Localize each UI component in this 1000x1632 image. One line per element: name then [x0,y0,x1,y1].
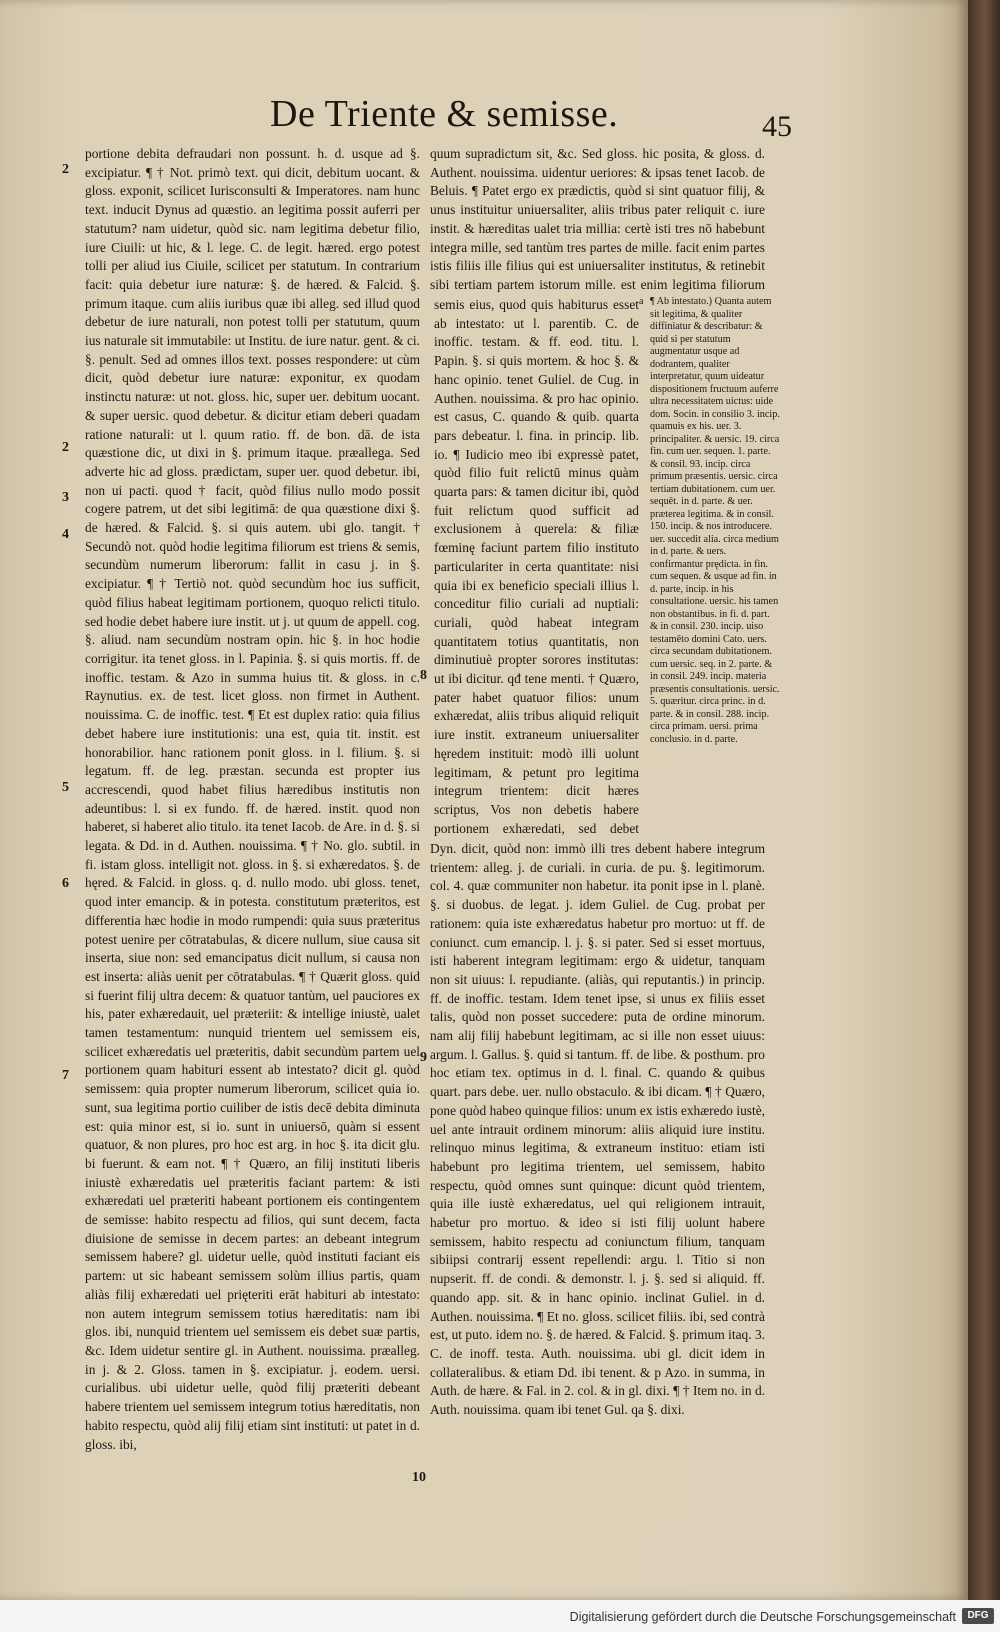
margin-number: 8 [420,668,427,683]
digitization-credit: Digitalisierung gefördert durch die Deutsche Forschungsgemeinschaft [569,1610,956,1624]
left-column [85,145,420,1495]
margin-number: 9 [420,1050,427,1065]
margin-number: 2 [62,162,69,177]
right-column-top-text: quum supradictum sit, &c. Sed gloss. hic posita, & gloss. d. Authent. nouissima. uidentur ueriores: & ipsas tenet Iacob. de Beluis. ¶ Patet ergo ex prædictis, quòd si sint quatuor filij, & unus instituitur uniuersaliter, aliis tribus pater reliquit c. iure instit. & hæreditas ualet tria millia: certè isti tres nō habebunt integra mille, sed tantùm tres partes de mille. facit enim partes istis filiis ille filius qui est uniuersaliter institutus, & retinebit sibi tertiam partem istorum mille. est enim legitima filiorum [430,146,765,292]
right-column-bottom-text: Dyn. dicit, quòd non: immò illi tres debent habere integrum trientem: alleg. j. de curiali. in curia. de pu. §. legitimorum. col. 4. quæ communiter non habetur. ita ponit ipse in l. planè. §. si duobus. de legat. j. idem Guliel. de Cug. probat per rationem: quia iste exhæredatus habetur pro mortuo: ut ff. de coniunct. cum emancip. l. j. §. si pater. Sed si esset mortuus, isti haberent integram legitimam: ergo & uidetur, tanquam non sit uiuus: l. repudiante. (aliàs, qui reputantis.) in princip. ff. de inoffic. testam. Idem tenet ipse, si unus ex filiis esset talis, quòd non posset succedere: puta de ordine minorum. nam alij filij habebunt legitimam, ac si ille non esset uiuus: argum. l. Gallus. §. quid si tantum. ff. de libe. & posthum. pro hoc etiam tex. optimus in d. l. final. C. quando & quibus quart. pars debe. uer. nullo obstaculo. & ibi dicam. ¶ † Quæro, pone quòd habeo quinque filios: unum ex istis exhæredo iustè, uel ante intrauit ordinem minorum: aliis aliquid iure institu. relinquo minus legitima, & extraneum instituo: etiam isti habebunt pro legitima trientem, uel semissem, habito respectu, quòd omnes sunt quinque: dicunt quòd trientem, quia ille iustè exhæredatus, uel qui religionem intrauit, habetur pro mortuo. & ideo si isti filij uolunt habere semissem, habito respectu ad coniunctum filium, tanquam sibiipsi contrarij essent repellendi: argu. l. Titio si non nupserit. ff. de condi. & demonstr. l. j. §. sed si aliquid. ff. quando app. sit. & in hanc opinio. inclinat Guliel. in d. Authen. nouissima. ¶ Et no. gloss. scilicet filiis. ibi, sed contrà est, ut puto. idem no. §. de hæred. & Falcid. §. primum itaq. 3. C. de inoff. testa. Auth. nouissima. ubi gl. dicit idem in collateralibus. & etiam Dd. ibi tenent. & p Azo. in summa, in Auth. de hære. & Fal. in 2. col. & in gl. dixi. ¶ † Item no. in d. Auth. nouissima. quam ibi tenet Gul. qa §. dixi. [430,841,765,1418]
running-title: De Triente & semisse. [270,93,619,135]
margin-number: 7 [62,1068,69,1083]
margin-number: 10 [412,1470,426,1485]
left-column-text: portione debita defraudari non possunt. h. d. usque ad §. excipiatur. ¶ † Not. primò text. qui dicit, debitum uocant. & gloss. exponit, scilicet Iurisconsulti & Imperatores. nam hunc text. inducit Dynus ad quæstio. an legitima possit auferri per statutum? nam uidetur, quòd sic. nam legitima debetur filio, iure Ciuili: ut hic, & l. lege. C. de legit. hæred. ergo potest tolli per aliud ius Ciuile, scilicet per statutum. In contrarium facit: quia debetur iure naturæ: §. de hæred. & Falcid. §. primum itaque. cum aliis iuribus quæ ibi alleg. sed illud quod debetur de iure naturali, non potest tolli per statutum, quum ius naturale sit immutabile: ut Institu. de iure natur. gent. & ci. §. penult. Sed ad omnes illos text. posses respondere: ut cùm dicit, quòd debetur iure naturæ: exponitur, ex quodam instinctu naturæ: ut not. gloss. hic, super uer. debitum uocant. & super uersic. quod debetur. & dicitur etiam deberi quadam ratione naturali: ut l. quum ratio. ff. de bon. dā. de ista quæstione dic, ut dixi in §. primum itaque. præallega. Sed adverte hic ad gloss. prædictam, super uer. quod debetur. ibi, non ui pacti. quod † facit, quòd filius nullo modo possit cogere patrem, ut det sibi legitimā: de qua quæstione dixi §. de hæred. & Falcid. §. si quis autem. ubi glo. tangit. † Secundò not. quòd hodie legitima filiorum est triens & semis, secundùm numerum liberorum: fallit in casu j. in §. excipiatur. ¶ † Tertiò not. quòd secundùm hoc ius sufficit, quòd filius habeat legitimam portionem, quoquo relicti titulo. sed hodie debet habere iure instit. ut j. ut quum de appell. cog. §. aliud. nam secundùm nostram opin. hic §. in hoc hodie corrigitur. ita tenet gloss. in l. Papinia. §. si quis mortis. ff. de inoffic. testam. & Azo in summa huius tit. & gloss. in c. Raynutius. ex. de test. licet gloss. non firmet in Authent. nouissima. C. de inoffic. test. ¶ Et est duplex ratio: quia filius debet habere iure institutionis: una est, quia tit. instit. est honorabilior. hanc rationem ponit gloss. in l. filium. §. si legatum. ff. de leg. præstan. secunda est propter ius accrescendi, quod habet filius hæredibus institutis non adeuntibus: l. si ex fundo. ff. de hæred. instit. quod non haberet, si haberet alio titulo. ita tenet Iacob. de Are. in d. §. si legata. & Dd. in d. Authen. nouissima. ¶ † No. glo. subtil. in fi. istam gloss. intelligit not. gloss. in §. si exhæredatos. §. de hęred. & Falcid. in gloss. q. d. nullo modo. ubi gloss. tenet, quod inter emancip. & in potesta. constitutum præteritos, est differentia hæc hodie in modo rumpendi: quia suus præteritus potest uenire per cōtratabulas, & dicere nullum, siue causa sit inserta, siue non: sed emancipatus dicit nullum, si causa non est inserta: aliàs uenit per cōtratabulas. ¶ † Quærit gloss. quid si fuerint filij ultra decem: & quatuor tantùm, uel pauciores ex his, pater exhæredauit, uel præteriit: & intellige iniustè, ualet tamen testamentum: nunquid trientem uel semissem eis, scilicet exhæredatis uel præteritis, dabit secundùm partem uel portionem quam habituri essent ab intestato? dicit gl. quòd semissem: quia propter numerum liberorum, scilicet quia io. sunt, sua legitima portio cuiliber de istis decē debita diminuta est: quia minor est, si io. sunt in uniuersō, quàm si essent quatuor, & non plures, pro hoc est arg. in hoc §. ita dicit glu. bi fuerunt. & eam not. ¶ † Quæro, an filij instituti liberis iniustè exhæredatis uel præteritis faciant partem: & isti exhæredati uel præteriti habeant portionem eis contingentem de semisse: habito respectu ad filios, qui sunt decem, facta diuisione de semisse in decem partes: an debeant integrum semissem habere? gl. uidetur uelle, quòd instituti faciant eis partem: ut sic habeant semissem solùm illius partis, quam aliàs filij exhæredati uel prięteriti erāt habituri ab intestato: non autem integrum semissem totius hæreditatis: nam ibi glos. ibi, nunquid trientem uel semissem eis debet suæ partis, &c. Idem uidetur sentire gl. in Authent. nouissima. præalleg. in j. & 2. Gloss. tamen in §. excipiatur. j. eodem. uersi. curialibus. ubi uidetur uelle, quòd filij præteriti debeant habere trientem uel semissem integrum totius hæreditatis, non habito respectu, quòd alij filij etiam sint instituti: ut patet in d. gloss. ibi, [85,146,420,1452]
right-column-middle-text: semis eius, quod quis habiturus esset ab intestato: ut l. parentib. C. de inoffic. testam. & ff. eod. titu. l. Papin. §. si quis mortem. & hoc §. & hanc opinio. tenet Guliel. de Cug. in Authen. nouissima. & pro hac opinio. est casus, C. quando & quib. quarta pars debeatur. l. fina. in princip. lib. io. ¶ Iudicio meo ibi expressè patet, quòd filio fuit relictū minus quàm quarta pars: & tamen dicitur ibi, quòd fuit relictum quod sufficit ad exclusionem à querela: & filiæ fœminę faciunt partem filio instituto particulariter in certa quantitate: nisi quia ibi ex beneficio speciali illius l. conceditur filio curiali ad nuptiali: curiali, quòd habeat integram quantitatem totius quantitatis, non diminutiuè propter sorores institutas: ut ibi dicitur. qđ tene menti. † Quæro, pater habet quatuor filios: unum exhæredat, aliis tribus aliquid reliquit iure instit. extraneum uniuersaliter hęredem instituit: modò illi uolunt legitimam, & petunt pro legitima integrum trientem: dicit hæres scriptus, Vos non debetis habere portionem exhæredati, sed debet [434,297,639,836]
margin-number: 2 [62,440,69,455]
margin-number: 6 [62,876,69,891]
right-column-bottom [430,840,765,1492]
margin-number: 4 [62,527,69,542]
margin-number: 3 [62,490,69,505]
dfg-logo-icon: DFG [962,1608,994,1624]
margin-number: 5 [62,780,69,795]
marginal-gloss: ¶ Ab intestato.) Quanta autem sit legitima, & qualiter diffiniatur & describatur: & quid si per statutum augmentatur usque ad dodrantem, qualiter interpretatur, quum uideatur dispositionem fructuum auferre ultra necessitatem uictus: uide dom. Socin. in consilio 3. incip. quamuis ex his. uer. 3. principaliter. & uersic. 19. circa fin. cum uer. sequen. 1. parte. & consil. 93. incip. circa primum præsentis. uersic. circa tertiam dubitationem. cum uer. sequēt. in d. parte. & uer. præterea legitima. & in consil. 150. incip. & nos introducere. uer. succedit alia. circa medium in d. parte. & uers. confirmantur prędicta. in fin. cum sequen. & usque ad fin. in d. parte, incip. in his consultatione. uersic. his tamen non obstantibus. in fi. d. part. & in consil. 230. incip. uiso testamēto domini Cato. uers. circa secundam dubitationem. cum uersic. seq. in 2. parte. & in consil. 249. incip. materia præsentis consultationis. uersic. 5. quæritur. circa princ. in d. parte. & in consil. 288. incip. circa primam. uersi. prima conclusio. in d. parte. [650,296,780,745]
right-column-middle [434,296,639,838]
gloss-marker: a [639,296,644,307]
book-spine [966,0,1000,1632]
footer-bar [0,1600,1000,1632]
page-number: 45 [762,110,792,143]
right-column-top [430,145,765,295]
